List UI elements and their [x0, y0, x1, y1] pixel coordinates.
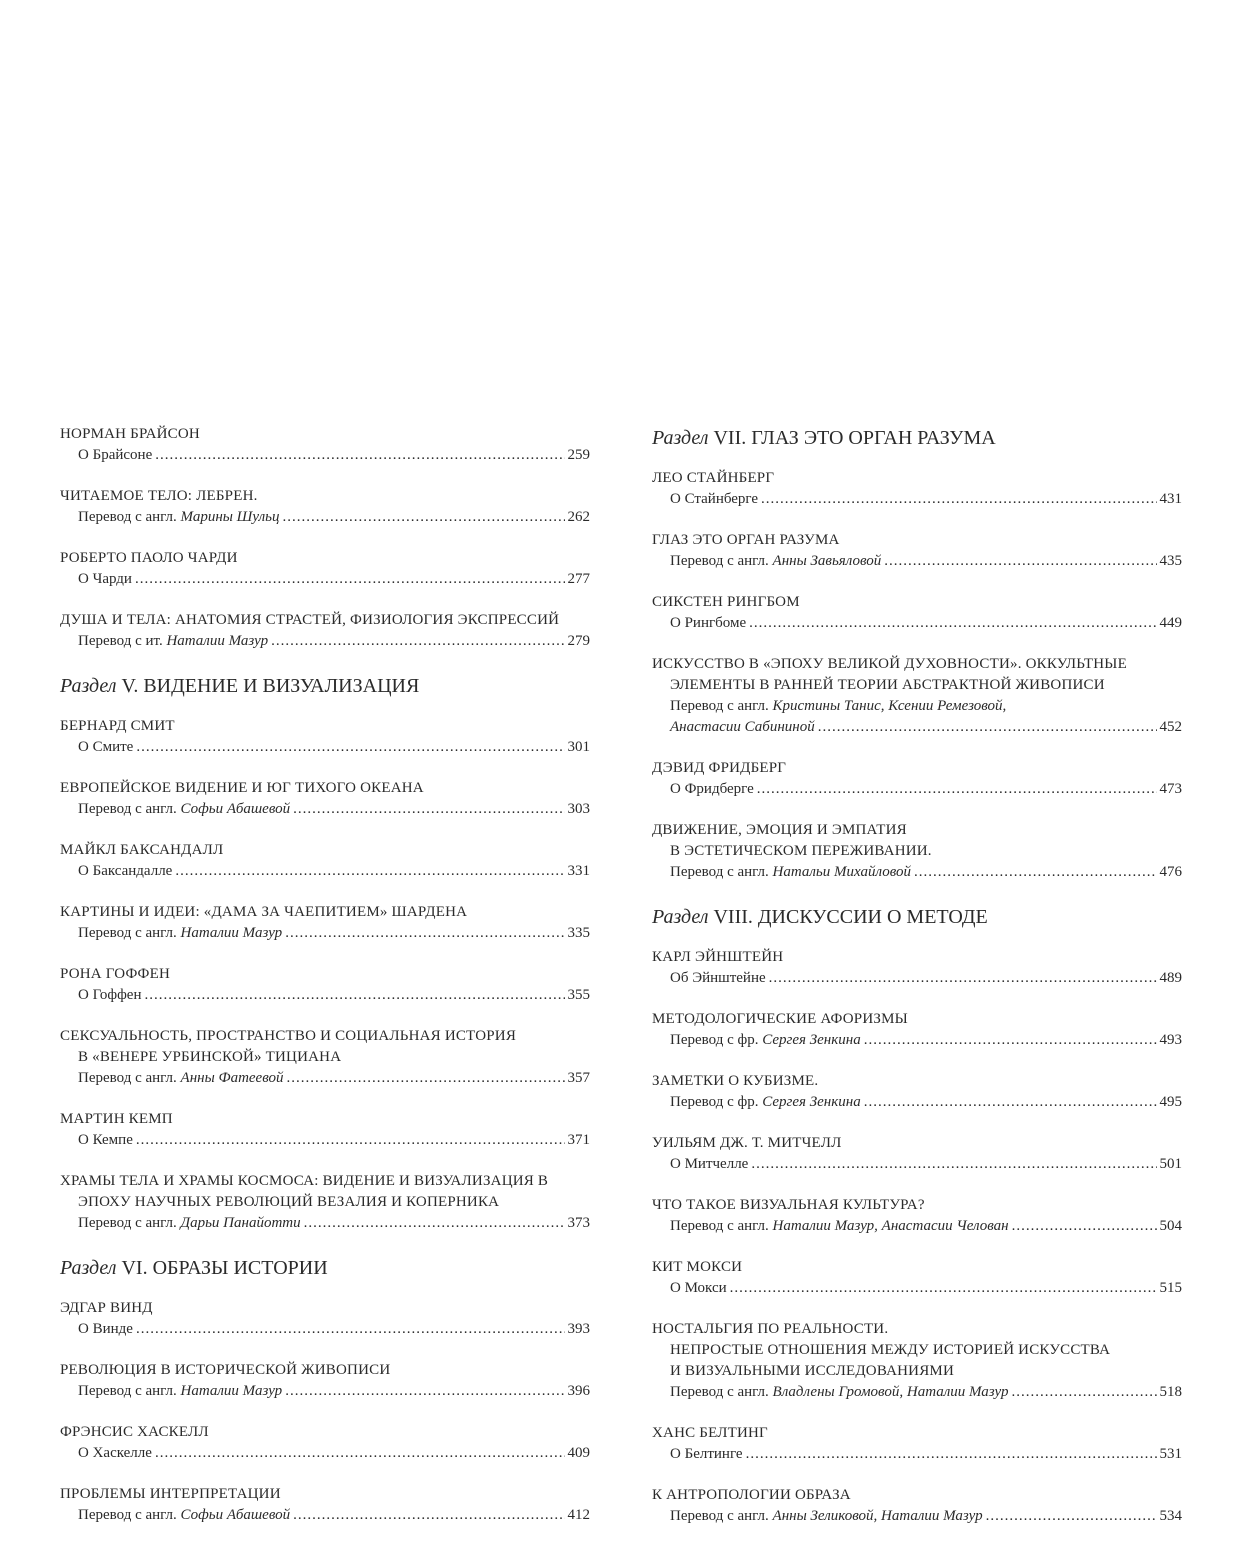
toc-leader-dots	[304, 1213, 565, 1234]
section-label: Раздел	[652, 427, 709, 449]
toc-sub-text	[670, 1154, 748, 1175]
toc-sub-author: Наталии Мазур	[166, 633, 269, 649]
toc-sub-plain: Перевод с англ.	[78, 801, 181, 817]
toc-page-number: 279	[567, 633, 590, 649]
toc-entry-title	[60, 1422, 590, 1443]
toc-sub-text	[78, 799, 290, 820]
section-heading	[60, 672, 590, 700]
toc-sub-plain: Перевод с ит.	[78, 633, 167, 649]
toc-sub-author: Кристины Танис, Ксении Ремезовой,	[772, 698, 1007, 714]
toc-entry	[652, 1133, 1182, 1175]
toc-entry	[652, 820, 1182, 883]
toc-page-number: 335	[567, 925, 590, 941]
toc-entry-title	[652, 1133, 1182, 1154]
toc-entry	[60, 610, 590, 652]
section-label: Раздел	[60, 1257, 117, 1279]
toc-entry	[652, 1423, 1182, 1465]
toc-entry-title-line: ГЛАЗ ЭТО ОРГАН РАЗУМА	[652, 532, 840, 548]
toc-entry-title-line: ДВИЖЕНИЕ, ЭМОЦИЯ И ЭМПАТИЯ	[652, 822, 907, 838]
toc-page-number: 518	[1159, 1384, 1182, 1400]
toc-sub-line	[652, 1216, 1182, 1237]
toc-leader-dots	[914, 862, 1156, 883]
toc-sub-line	[60, 985, 590, 1006]
toc-entry-title-line: ЭПОХУ НАУЧНЫХ РЕВОЛЮЦИЙ ВЕЗАЛИЯ И КОПЕРНИКА	[78, 1194, 500, 1210]
toc-page-number: 449	[1159, 615, 1182, 631]
toc-sub-author: Наталии Мазур, Анастасии Челован	[772, 1218, 1009, 1234]
toc-sub-author: Анны Завьяловой	[772, 553, 882, 569]
toc-sub-plain: Перевод с англ.	[670, 864, 773, 880]
toc-leader-dots	[293, 799, 564, 820]
toc-sub-plain: О Брайсоне	[78, 447, 153, 463]
toc-sub-text	[78, 1068, 284, 1089]
toc-sub-plain: Перевод с англ.	[78, 509, 181, 525]
toc-sub-author: Владлены Громовой, Наталии Мазур	[772, 1384, 1009, 1400]
toc-leader-dots	[271, 631, 564, 652]
toc-leader-dots	[136, 737, 564, 758]
toc-page-number: 534	[1159, 1508, 1182, 1524]
toc-leader-dots	[155, 445, 564, 466]
toc-sub-author: Сергея Зенкина	[762, 1032, 861, 1048]
toc-page-number: 303	[567, 801, 590, 817]
toc-sub-text	[670, 862, 911, 883]
toc-sub-author: Анны Зеликовой, Наталии Мазур	[772, 1508, 983, 1524]
toc-entry-title	[652, 947, 1182, 968]
toc-entry-title	[60, 964, 590, 985]
toc-entry-title	[652, 1257, 1182, 1278]
toc-entry-title	[60, 1026, 590, 1068]
toc-leader-dots	[751, 1154, 1156, 1175]
toc-sub-line	[652, 717, 1182, 738]
toc-entry-title	[60, 424, 590, 445]
toc-entry	[652, 1257, 1182, 1299]
toc-entry-title-line: МАЙКЛ БАКСАНДАЛЛ	[60, 842, 224, 858]
toc-sub-text	[670, 1278, 727, 1299]
toc-entry-title-line: КИТ МОКСИ	[652, 1259, 743, 1275]
toc-entry-title-line: ЧТО ТАКОЕ ВИЗУАЛЬНАЯ КУЛЬТУРА?	[652, 1197, 925, 1213]
toc-sub-plain: О Белтинге	[670, 1446, 743, 1462]
toc-sub-line	[652, 1444, 1182, 1465]
toc-page-number: 489	[1159, 970, 1182, 986]
toc-sub-plain: О Смите	[78, 739, 134, 755]
toc-sub-author: Наталии Мазур	[180, 1383, 283, 1399]
toc-entry-title-line: К АНТРОПОЛОГИИ ОБРАЗА	[652, 1487, 851, 1503]
toc-page-number: 357	[567, 1070, 590, 1086]
section-title: VII. ГЛАЗ ЭТО ОРГАН РАЗУМА	[713, 427, 996, 449]
toc-leader-dots	[1012, 1382, 1157, 1403]
toc-entry-title	[60, 1360, 590, 1381]
toc-entry-title	[652, 1485, 1182, 1506]
toc-sub-text	[78, 1505, 290, 1526]
toc-entry	[60, 902, 590, 944]
toc-page-number: 515	[1159, 1280, 1182, 1296]
toc-entry-title-line: РОБЕРТО ПАОЛО ЧАРДИ	[60, 550, 238, 566]
toc-leader-dots	[285, 1381, 564, 1402]
toc-sub-text	[670, 717, 815, 738]
toc-page-number: 504	[1159, 1218, 1182, 1234]
toc-sub-plain: Перевод с англ.	[78, 925, 181, 941]
toc-entry-title	[652, 1009, 1182, 1030]
toc-sub-line	[60, 1505, 590, 1526]
toc-sub-text	[670, 613, 746, 634]
toc-sub-text	[78, 569, 132, 590]
toc-page-number: 452	[1159, 719, 1182, 735]
toc-entry-title-line: ЧИТАЕМОЕ ТЕЛО: ЛЕБРЕН.	[60, 488, 258, 504]
toc-leader-dots	[769, 968, 1157, 989]
toc-entry-title	[60, 548, 590, 569]
toc-sub-plain: Об Эйнштейне	[670, 970, 766, 986]
toc-sub-line	[652, 862, 1182, 883]
toc-entry-title-line: ЗАМЕТКИ О КУБИЗМЕ.	[652, 1073, 819, 1089]
toc-sub-author: Дарьи Панайотти	[180, 1215, 301, 1231]
toc-sub-text	[78, 1213, 301, 1234]
toc-entry	[652, 592, 1182, 634]
toc-sub-text	[670, 1506, 983, 1527]
toc-entry-title-line: МЕТОДОЛОГИЧЕСКИЕ АФОРИЗМЫ	[652, 1011, 908, 1027]
toc-leader-dots	[864, 1092, 1157, 1113]
toc-leader-dots	[136, 1319, 565, 1340]
toc-page-number: 371	[567, 1132, 590, 1148]
toc-sub-text	[670, 1030, 861, 1051]
toc-page-number: 493	[1159, 1032, 1182, 1048]
toc-leader-dots	[757, 779, 1157, 800]
toc-entry	[652, 530, 1182, 572]
toc-sub-text	[670, 1444, 743, 1465]
toc-page-number: 301	[567, 739, 590, 755]
toc-sub-plain: О Чарди	[78, 571, 132, 587]
toc-leader-dots	[818, 717, 1157, 738]
section-title: VI. ОБРАЗЫ ИСТОРИИ	[121, 1257, 328, 1279]
toc-leader-dots	[175, 861, 564, 882]
toc-sub-plain: Перевод с англ.	[670, 1508, 773, 1524]
toc-sub-author: Сергея Зенкина	[762, 1094, 861, 1110]
toc-leader-dots	[749, 613, 1156, 634]
toc-entry	[652, 1009, 1182, 1051]
toc-sub-plain: О Рингбоме	[670, 615, 747, 631]
toc-leader-dots	[144, 985, 564, 1006]
toc-entry	[652, 1319, 1182, 1403]
toc-leader-dots	[282, 507, 564, 528]
toc-sub-line	[652, 1030, 1182, 1051]
toc-sub-text	[78, 737, 133, 758]
toc-sub-line	[60, 1443, 590, 1464]
toc-entry	[60, 1360, 590, 1402]
toc-leader-dots	[155, 1443, 565, 1464]
section-title: VIII. ДИСКУССИИ О МЕТОДЕ	[713, 906, 988, 928]
section-label: Раздел	[60, 675, 117, 697]
toc-page-number: 393	[567, 1321, 590, 1337]
toc-leader-dots	[746, 1444, 1157, 1465]
toc-sub-author: Натальи Михайловой	[772, 864, 912, 880]
toc-sub-plain: Перевод с англ.	[670, 1384, 773, 1400]
toc-leader-dots	[136, 1130, 565, 1151]
toc-sub-plain: О Винде	[78, 1321, 133, 1337]
toc-entry-title-line: РЕВОЛЮЦИЯ В ИСТОРИЧЕСКОЙ ЖИВОПИСИ	[60, 1362, 391, 1378]
toc-entry-title-line: ЭДГАР ВИНД	[60, 1300, 153, 1316]
toc-entry-title	[60, 1484, 590, 1505]
toc-entry-title	[652, 1071, 1182, 1092]
toc-sub-text	[670, 968, 766, 989]
toc-entry-title-line: КАРТИНЫ И ИДЕИ: «ДАМА ЗА ЧАЕПИТИЕМ» ШАРДЕНА	[60, 904, 468, 920]
toc-entry-title-line: ДУША И ТЕЛА: АНАТОМИЯ СТРАСТЕЙ, ФИЗИОЛОГИЯ ЭКСПРЕССИЙ	[60, 612, 560, 628]
toc-page-number: 476	[1159, 864, 1182, 880]
toc-leader-dots	[761, 489, 1156, 510]
toc-entry-title-line: БЕРНАРД СМИТ	[60, 718, 175, 734]
toc-leader-dots	[1012, 1216, 1157, 1237]
toc-entry-title-line: НЕПРОСТЫЕ ОТНОШЕНИЯ МЕЖДУ ИСТОРИЕЙ ИСКУССТВА	[670, 1342, 1111, 1358]
toc-sub-text	[78, 507, 279, 528]
toc-page-number: 531	[1159, 1446, 1182, 1462]
section-title: V. ВИДЕНИЕ И ВИЗУАЛИЗАЦИЯ	[121, 675, 420, 697]
toc-entry	[652, 1485, 1182, 1527]
toc-sub-line	[652, 489, 1182, 510]
toc-entry-title-line: ЭЛЕМЕНТЫ В РАННЕЙ ТЕОРИИ АБСТРАКТНОЙ ЖИВОПИСИ	[670, 677, 1105, 693]
toc-entry-title	[60, 716, 590, 737]
toc-sub-plain: О Мокси	[670, 1280, 727, 1296]
toc-entry-title	[652, 1423, 1182, 1444]
toc-entry	[60, 964, 590, 1006]
toc-entry-title-line: ДЭВИД ФРИДБЕРГ	[652, 760, 787, 776]
toc-page-number: 277	[567, 571, 590, 587]
toc-entry-title	[60, 610, 590, 631]
toc-sub-text	[78, 861, 172, 882]
toc-page-number: 331	[567, 863, 590, 879]
toc-entry-title-line: ФРЭНСИС ХАСКЕЛЛ	[60, 1424, 209, 1440]
toc-entry	[60, 1298, 590, 1340]
toc-entry	[60, 1484, 590, 1526]
toc-sub-line	[60, 507, 590, 528]
toc-sub-line	[60, 737, 590, 758]
toc-page-number: 409	[567, 1445, 590, 1461]
toc-sub-line	[60, 861, 590, 882]
toc-sub-plain: Перевод с фр.	[670, 1032, 763, 1048]
toc-sub-text	[78, 1443, 152, 1464]
toc-entry	[60, 716, 590, 758]
toc-entry	[60, 1109, 590, 1151]
toc-sub-line	[652, 968, 1182, 989]
toc-sub-plain: Перевод с англ.	[670, 1218, 773, 1234]
toc-entry-title-line: И ВИЗУАЛЬНЫМИ ИССЛЕДОВАНИЯМИ	[670, 1363, 954, 1379]
toc-entry-title	[652, 820, 1182, 862]
toc-page-number: 473	[1159, 781, 1182, 797]
toc-entry-title-line: ИСКУССТВО В «ЭПОХУ ВЕЛИКОЙ ДУХОВНОСТИ». ОККУЛЬТНЫЕ	[652, 656, 1127, 672]
toc-entry-title-line: ПРОБЛЕМЫ ИНТЕРПРЕТАЦИИ	[60, 1486, 281, 1502]
toc-sub-line	[652, 1506, 1182, 1527]
toc-page-number: 262	[567, 509, 590, 525]
toc-sub-text	[670, 1216, 1009, 1237]
section-heading	[652, 424, 1182, 452]
toc-sub-text	[78, 1319, 133, 1340]
toc-entry-title-line: В «ВЕНЕРЕ УРБИНСКОЙ» ТИЦИАНА	[78, 1049, 342, 1065]
toc-sub-line	[60, 1319, 590, 1340]
toc-entry-title-line: ЕВРОПЕЙСКОЕ ВИДЕНИЕ И ЮГ ТИХОГО ОКЕАНА	[60, 780, 424, 796]
toc-sub-text	[78, 1130, 133, 1151]
toc-leader-dots	[285, 923, 564, 944]
toc-sub-plain: Перевод с англ.	[670, 553, 773, 569]
toc-sub-line	[60, 799, 590, 820]
toc-sub-text	[670, 1382, 1009, 1403]
toc-sub-plain: Перевод с англ.	[78, 1383, 181, 1399]
toc-page-number: 501	[1159, 1156, 1182, 1172]
toc-column-right	[652, 424, 1182, 1547]
toc-column-left	[60, 424, 590, 1546]
toc-page-number: 355	[567, 987, 590, 1003]
toc-leader-dots	[730, 1278, 1157, 1299]
toc-sub-author: Софьи Абашевой	[180, 1507, 291, 1523]
toc-entry-title	[60, 1109, 590, 1130]
toc-leader-dots	[864, 1030, 1157, 1051]
toc-entry	[60, 1026, 590, 1089]
toc-sub-plain: Перевод с фр.	[670, 1094, 763, 1110]
toc-page-number: 259	[567, 447, 590, 463]
toc-sub-author: Наталии Мазур	[180, 925, 283, 941]
toc-entry-title	[60, 1298, 590, 1319]
toc-sub-line	[652, 1092, 1182, 1113]
toc-sub-plain: О Кемпе	[78, 1132, 133, 1148]
toc-entry	[652, 654, 1182, 738]
toc-entry	[652, 1195, 1182, 1237]
toc-sub-text	[78, 923, 282, 944]
toc-sub-line	[60, 1381, 590, 1402]
toc-sub-line	[652, 779, 1182, 800]
toc-sub-text	[78, 985, 141, 1006]
toc-sub-line	[652, 551, 1182, 572]
toc-sub-plain: О Гоффен	[78, 987, 142, 1003]
section-heading	[60, 1254, 590, 1282]
toc-entry-title-line: НОСТАЛЬГИЯ ПО РЕАЛЬНОСТИ.	[652, 1321, 889, 1337]
toc-entry-title	[652, 592, 1182, 613]
toc-sub-line	[60, 631, 590, 652]
toc-entry-title-line: МАРТИН КЕМП	[60, 1111, 173, 1127]
toc-sub-line	[60, 569, 590, 590]
toc-leader-dots	[287, 1068, 565, 1089]
toc-entry-title-line: ХАНС БЕЛТИНГ	[652, 1425, 768, 1441]
toc-entry-title	[652, 758, 1182, 779]
toc-entry	[60, 486, 590, 528]
toc-entry	[60, 1422, 590, 1464]
toc-entry-title	[652, 1319, 1182, 1382]
toc-sub-line	[652, 613, 1182, 634]
toc-sub-author: Анны Фатеевой	[180, 1070, 284, 1086]
toc-entry	[652, 468, 1182, 510]
toc-page-number: 431	[1159, 491, 1182, 507]
toc-sub-text	[670, 1092, 861, 1113]
toc-sub-plain: О Стайнберге	[670, 491, 759, 507]
toc-entry	[652, 1071, 1182, 1113]
toc-entry	[60, 778, 590, 820]
toc-sub-plain: Перевод с англ.	[78, 1507, 181, 1523]
toc-leader-dots	[135, 569, 565, 590]
toc-sub-text	[78, 445, 152, 466]
toc-page-number: 495	[1159, 1094, 1182, 1110]
toc-entry-title	[60, 902, 590, 923]
toc-sub-text	[670, 489, 758, 510]
toc-sub-plain: О Хаскелле	[78, 1445, 152, 1461]
toc-entry-title-line: КАРЛ ЭЙНШТЕЙН	[652, 949, 784, 965]
toc-sub-line	[652, 1382, 1182, 1403]
toc-entry-title-line: ХРАМЫ ТЕЛА И ХРАМЫ КОСМОСА: ВИДЕНИЕ И ВИЗУАЛИЗАЦИЯ В	[60, 1173, 549, 1189]
toc-sub-line	[60, 1130, 590, 1151]
section-heading	[652, 903, 1182, 931]
toc-sub-plain: О Митчелле	[670, 1156, 749, 1172]
toc-sub-plain: Перевод с англ.	[670, 698, 773, 714]
toc-sub-line	[652, 1278, 1182, 1299]
toc-page-number: 396	[567, 1383, 590, 1399]
toc-page-number: 373	[567, 1215, 590, 1231]
toc-sub-line	[652, 696, 1182, 717]
toc-entry	[60, 548, 590, 590]
toc-entry-title	[652, 1195, 1182, 1216]
toc-entry-title	[60, 778, 590, 799]
toc-entry-title-line: СЕКСУАЛЬНОСТЬ, ПРОСТРАНСТВО И СОЦИАЛЬНАЯ ИСТОРИЯ	[60, 1028, 517, 1044]
toc-entry-title-line: В ЭСТЕТИЧЕСКОМ ПЕРЕЖИВАНИИ.	[670, 843, 932, 859]
toc-sub-plain: Перевод с англ.	[78, 1070, 181, 1086]
toc-sub-plain: О Фридберге	[670, 781, 754, 797]
toc-sub-text	[670, 551, 881, 572]
section-label: Раздел	[652, 906, 709, 928]
toc-leader-dots	[293, 1505, 564, 1526]
toc-sub-author: Софьи Абашевой	[180, 801, 291, 817]
toc-entry	[652, 947, 1182, 989]
toc-sub-plain: О Баксандалле	[78, 863, 173, 879]
toc-sub-text	[78, 631, 268, 652]
toc-entry-title-line: НОРМАН БРАЙСОН	[60, 426, 200, 442]
toc-sub-line	[60, 1068, 590, 1089]
toc-entry-title	[60, 486, 590, 507]
toc-sub-line	[60, 923, 590, 944]
toc-leader-dots	[884, 551, 1156, 572]
toc-leader-dots	[986, 1506, 1157, 1527]
toc-sub-author: Марины Шульц	[180, 509, 280, 525]
toc-sub-text	[78, 1381, 282, 1402]
toc-sub-line	[60, 445, 590, 466]
toc-sub-line	[652, 1154, 1182, 1175]
toc-sub-author: Анастасии Сабининой	[670, 719, 815, 735]
toc-entry-title	[60, 840, 590, 861]
toc-entry-title	[652, 654, 1182, 696]
toc-page-number: 412	[567, 1507, 590, 1523]
toc-entry-title-line: ЛЕО СТАЙНБЕРГ	[652, 470, 775, 486]
toc-entry-title-line: УИЛЬЯМ ДЖ. Т. МИТЧЕЛЛ	[652, 1135, 842, 1151]
toc-entry-title	[652, 530, 1182, 551]
toc-entry-title	[60, 1171, 590, 1213]
toc-entry-title-line: СИКСТЕН РИНГБОМ	[652, 594, 800, 610]
toc-page-number: 435	[1159, 553, 1182, 569]
toc-entry	[60, 1171, 590, 1234]
toc-sub-line	[60, 1213, 590, 1234]
toc-sub-text	[670, 779, 754, 800]
toc-entry-title-line: РОНА ГОФФЕН	[60, 966, 170, 982]
toc-entry-title	[652, 468, 1182, 489]
toc-sub-plain: Перевод с англ.	[78, 1215, 181, 1231]
toc-entry	[60, 840, 590, 882]
toc-entry	[60, 424, 590, 466]
toc-entry	[652, 758, 1182, 800]
